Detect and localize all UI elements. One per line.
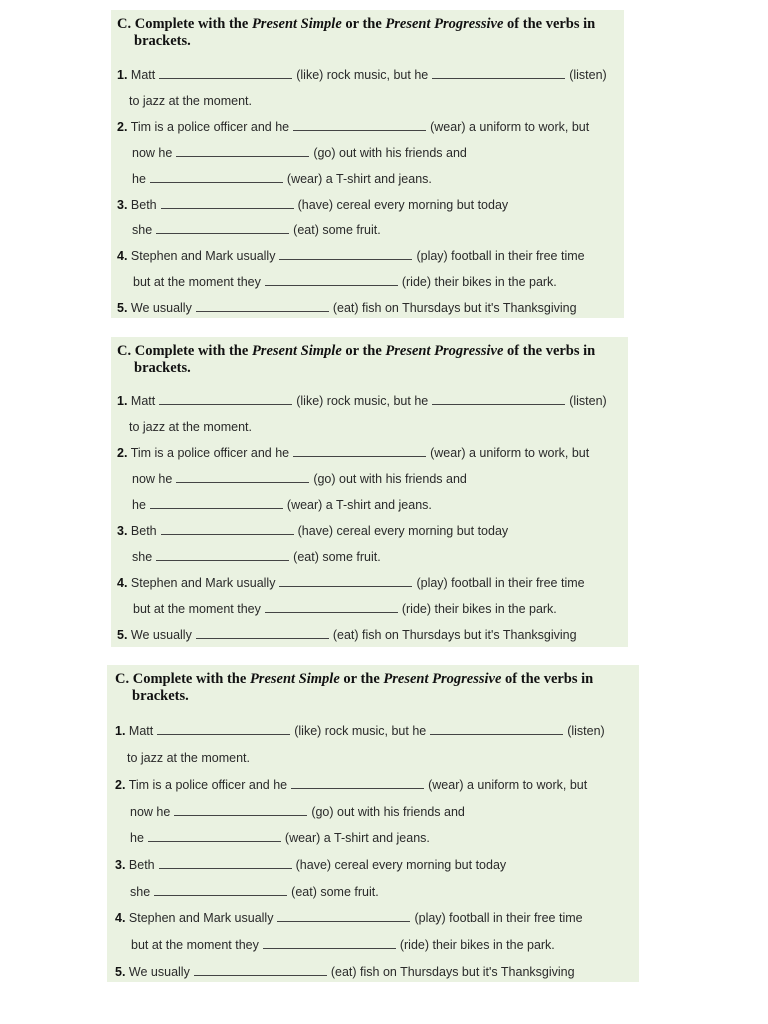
item-4-line-1: 4. Stephen and Mark usually (play) football in their free time <box>117 576 585 590</box>
item-2-line-1: 2. Tim is a police officer and he (wear) a uniform to work, but <box>117 446 590 460</box>
item-2-line-3: he (wear) a T-shirt and jeans. <box>132 498 432 512</box>
item-1-line-1: 1. Matt (like) rock music, but he (listen) <box>115 724 605 738</box>
item-1-line-2: to jazz at the moment. <box>129 94 252 108</box>
item-2-line-3: he (wear) a T-shirt and jeans. <box>130 831 430 845</box>
item-4-line-2: but at the moment they (ride) their bikes in the park. <box>131 938 555 952</box>
answer-blank[interactable] <box>293 445 426 457</box>
exercise-heading: C. Complete with the Present Simple or the Present Progressive of the verbs in brackets. <box>115 671 594 704</box>
answer-blank[interactable] <box>196 627 329 639</box>
answer-blank[interactable] <box>161 523 294 535</box>
answer-blank[interactable] <box>265 274 398 286</box>
answer-blank[interactable] <box>150 171 283 183</box>
answer-blank[interactable] <box>156 549 289 561</box>
answer-blank[interactable] <box>176 471 309 483</box>
item-2-line-2: now he (go) out with his friends and <box>132 472 467 486</box>
answer-blank[interactable] <box>279 575 412 587</box>
answer-blank[interactable] <box>196 300 329 312</box>
item-1-line-1: 1. Matt (like) rock music, but he (listen) <box>117 394 607 408</box>
exercise-heading: C. Complete with the Present Simple or the Present Progressive of the verbs in brackets. <box>117 16 596 49</box>
item-3-line-1: 3. Beth (have) cereal every morning but today <box>115 858 507 872</box>
item-2-line-2: now he (go) out with his friends and <box>132 146 467 160</box>
exercise-panel-2 <box>111 337 628 647</box>
answer-blank[interactable] <box>174 804 307 816</box>
answer-blank[interactable] <box>194 964 327 976</box>
answer-blank[interactable] <box>159 67 292 79</box>
item-4-line-1: 4. Stephen and Mark usually (play) football in their free time <box>117 249 585 263</box>
item-3-line-2: she (eat) some fruit. <box>130 885 379 899</box>
item-5-line-1: 5. We usually (eat) fish on Thursdays but it's Thanksgiving <box>117 628 577 642</box>
answer-blank[interactable] <box>277 910 410 922</box>
answer-blank[interactable] <box>176 145 309 157</box>
answer-blank[interactable] <box>157 723 290 735</box>
item-2-line-1: 2. Tim is a police officer and he (wear) a uniform to work, but <box>115 778 588 792</box>
item-4-line-2: but at the moment they (ride) their bikes in the park. <box>133 275 557 289</box>
answer-blank[interactable] <box>161 197 294 209</box>
answer-blank[interactable] <box>432 67 565 79</box>
answer-blank[interactable] <box>159 857 292 869</box>
answer-blank[interactable] <box>265 601 398 613</box>
answer-blank[interactable] <box>293 119 426 131</box>
item-2-line-2: now he (go) out with his friends and <box>130 805 465 819</box>
item-1-line-2: to jazz at the moment. <box>127 751 250 765</box>
item-2-line-1: 2. Tim is a police officer and he (wear) a uniform to work, but <box>117 120 590 134</box>
answer-blank[interactable] <box>279 248 412 260</box>
item-3-line-1: 3. Beth (have) cereal every morning but today <box>117 198 509 212</box>
item-2-line-3: he (wear) a T-shirt and jeans. <box>132 172 432 186</box>
exercise-panel-3 <box>107 665 639 982</box>
item-4-line-1: 4. Stephen and Mark usually (play) football in their free time <box>115 911 583 925</box>
answer-blank[interactable] <box>150 497 283 509</box>
item-3-line-1: 3. Beth (have) cereal every morning but today <box>117 524 509 538</box>
answer-blank[interactable] <box>430 723 563 735</box>
item-4-line-2: but at the moment they (ride) their bikes in the park. <box>133 602 557 616</box>
answer-blank[interactable] <box>156 222 289 234</box>
answer-blank[interactable] <box>154 884 287 896</box>
item-5-line-1: 5. We usually (eat) fish on Thursdays but it's Thanksgiving <box>117 301 577 315</box>
answer-blank[interactable] <box>263 937 396 949</box>
answer-blank[interactable] <box>148 830 281 842</box>
exercise-heading: C. Complete with the Present Simple or the Present Progressive of the verbs in brackets. <box>117 343 596 376</box>
item-5-line-1: 5. We usually (eat) fish on Thursdays but it's Thanksgiving <box>115 965 575 979</box>
answer-blank[interactable] <box>432 393 565 405</box>
item-1-line-1: 1. Matt (like) rock music, but he (listen) <box>117 68 607 82</box>
item-3-line-2: she (eat) some fruit. <box>132 550 381 564</box>
item-1-line-2: to jazz at the moment. <box>129 420 252 434</box>
exercise-panel-1 <box>111 10 624 318</box>
answer-blank[interactable] <box>159 393 292 405</box>
answer-blank[interactable] <box>291 777 424 789</box>
item-3-line-2: she (eat) some fruit. <box>132 223 381 237</box>
